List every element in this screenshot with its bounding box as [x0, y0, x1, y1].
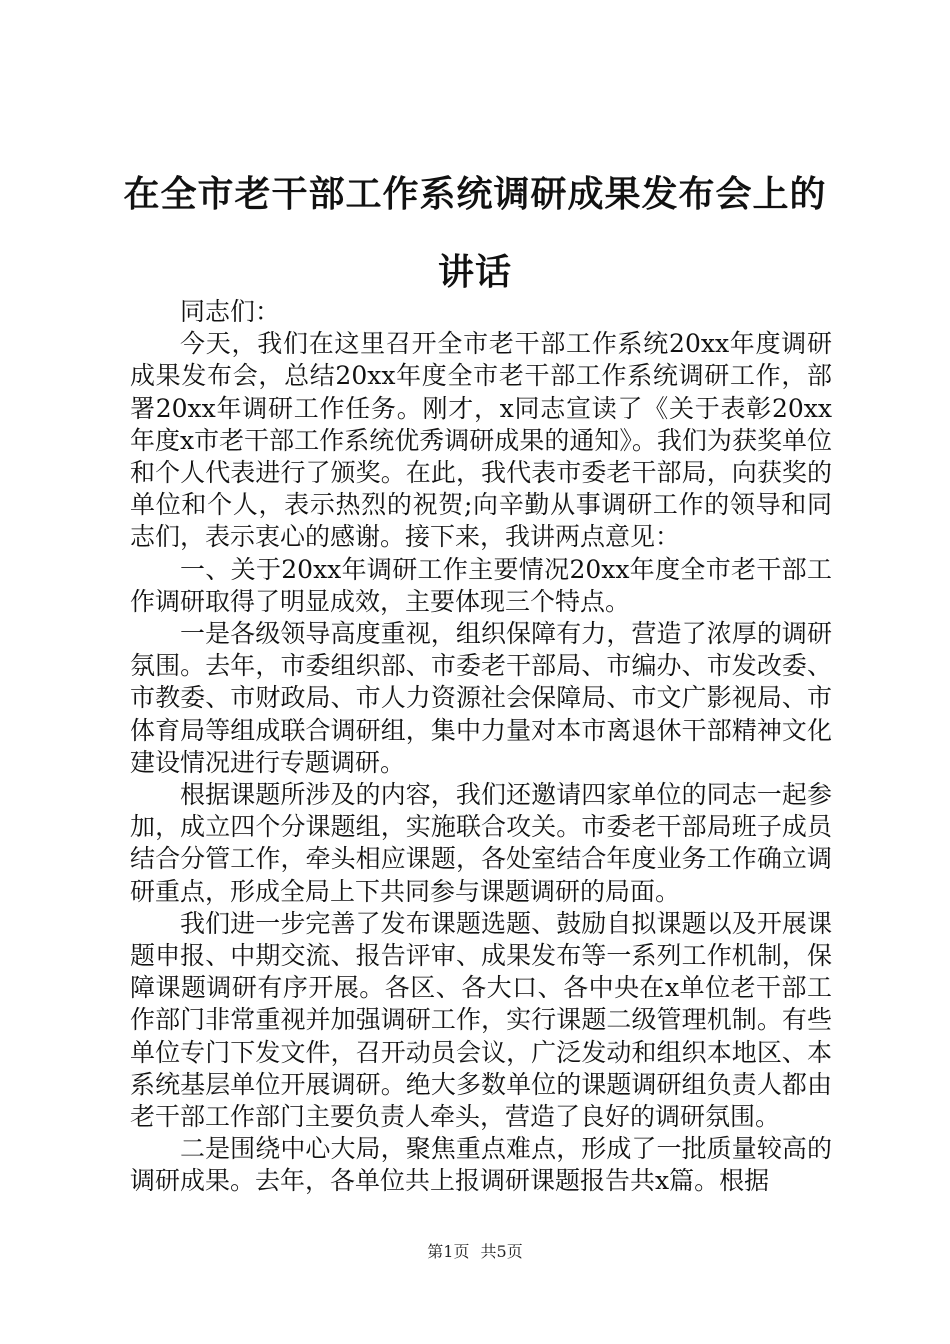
body-paragraph: 我们进一步完善了发布课题选题、鼓励自拟课题以及开展课题申报、中期交流、报告评审、成果发布等一系列工作机制，保障课题调研有序开展。各区、各大口、各中央在x单位老干部工作部门非常重视并加强调研工作，实行课题二级管理机制。有些单位专门下发文件，召开动员会议，广泛发动和组织本地区、本系统基层单位开展调研。绝大多数单位的课题调研组负责人都由老干部工作部门主要负责人牵头，营造了良好的调研氛围。	[130, 908, 832, 1132]
page-number: 第1页	[427, 1242, 470, 1261]
body-paragraph: 根据课题所涉及的内容，我们还邀请四家单位的同志一起参加，成立四个分课题组，实施联合攻关。市委老干部局班子成员结合分管工作，牵头相应课题，各处室结合年度业务工作确立调研重点，形成全局上下共同参与课题调研的局面。	[130, 780, 832, 906]
total-pages: 共5页	[480, 1242, 523, 1261]
body-paragraph: 今天，我们在这里召开全市老干部工作系统20xx年度调研成果发布会，总结20xx年度全市老干部工作系统调研工作，部署20xx年调研工作任务。刚才，x同志宣读了《关于表彰20xx年度x市老干部工作系统优秀调研成果的通知》。我们为获奖单位和个人代表进行了颁奖。在此，我代表市委老干部局，向获奖的单位和个人，表示热烈的祝贺;向辛勤从事调研工作的领导和同志们，表示衷心的感谢。接下来，我讲两点意见：	[130, 329, 832, 552]
salutation-paragraph: 同志们：	[180, 297, 281, 326]
document-title: 在全市老干部工作系统调研成果发布会上的讲话	[123, 173, 827, 293]
body-paragraph: 二是围绕中心大局，聚焦重点难点，形成了一批质量较高的调研成果。去年，各单位共上报调研课题报告共x篇。根据	[130, 1134, 832, 1196]
body-paragraph: 一、关于20xx年调研工作主要情况20xx年度全市老干部工作调研取得了明显成效，主要体现三个特点。	[130, 554, 832, 616]
body-paragraph: 一是各级领导高度重视，组织保障有力，营造了浓厚的调研氛围。去年，市委组织部、市委老干部局、市编办、市发改委、市教委、市财政局、市人力资源社会保障局、市文广影视局、市体育局等组成联合调研组，集中力量对本市离退休干部精神文化建设情况进行专题调研。	[130, 619, 832, 777]
page-footer	[0, 1242, 950, 1262]
document-body	[130, 296, 832, 1198]
